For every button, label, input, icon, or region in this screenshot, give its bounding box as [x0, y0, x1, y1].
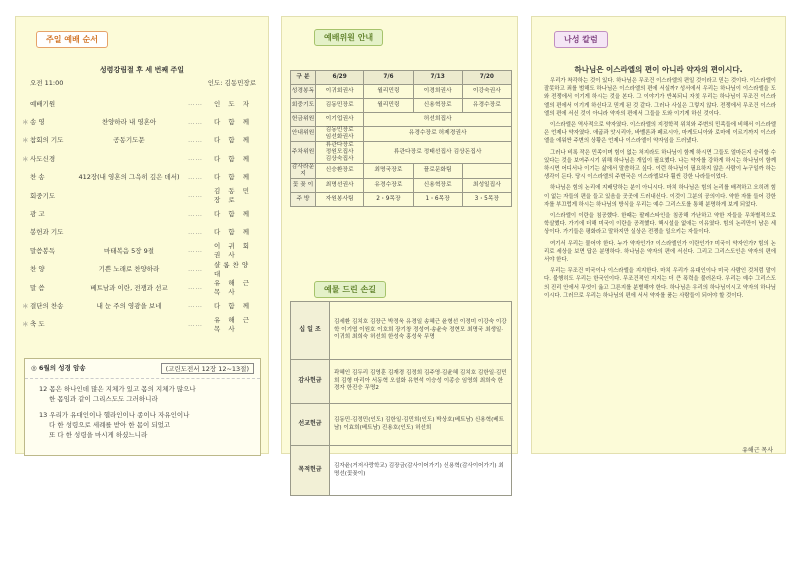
service-cell: 신승환장로: [316, 163, 364, 178]
worship-order-item: [22, 204, 258, 222]
order-content: 내 눈 주의 영광을 보네: [96, 301, 162, 310]
column-paragraph: 우리가 착각하는 것이 있다. 하나님은 무조건 이스라엘의 편일 것이라고 믿는 것이다. 이스라엘이 잘못하고 죄를 범해도 하나님은 이스라엘의 편에 서실까? 성서에서 우리는 하나님이 이스라엘을 도와 전쟁에서 이기게 하시는 것을 본다. 그 이야기가 반복되니 자칫 우리는 하나님이 무조건 이스라엘의 편에서 이기게 하신다고 믿게 된 것 같다. 그러나 사실은 그렇지 않다. 전쟁에서 무조건 이스라엘의 편에 서신 것이 아니라 약자의 편에서 그들을 도와 이기게 하신 것이다.: [544, 78, 776, 117]
column-paragraph: 우리는 무조건 미국이나 이스라엘을 지지한다. 마치 우리가 유대인이나 미국 사람인 것처럼 말이다. 불행히도 우리는 한국인이다. 무조건적인 지지는 더 큰 폭력을 불러온다. 우리는 예수 그리스도의 진리 안에서 무엇이 옳고 그른지를 분별해야 한다. 하나님은 우리의 하나님이시고 약자의 하나님이시다. 그러므로 우리는 하나님의 편에 서서 약자를 품는 사람들이 되어야 할 것이다.: [544, 268, 776, 299]
scripture-reference: (고린도전서 12장 12~13절): [161, 363, 254, 374]
column-paragraph: 이스라엘은 역사적으로 약자였다. 이스라엘의 지정학적 위치와 주변의 민족들에 비해서 이스라엘은 언제나 약자였다. 애굽과 앗시리아, 바벨론과 페르시아, 마케도니아와 로마에 이르기까지 이스라엘을 에워싼 주변의 상황은 언제나 이스라엘이 약자임을 드러냈다.: [544, 122, 776, 145]
worship-order-item: [22, 223, 258, 241]
service-header-cell: 7/6: [364, 71, 413, 85]
offering-tag: 예물 드린 손길: [314, 281, 386, 298]
service-row-label: 주 방: [291, 192, 316, 206]
order-dots: ……: [188, 99, 203, 108]
service-tag: 예배위원 안내: [314, 29, 383, 46]
service-cell: 이강숙권사: [462, 85, 511, 99]
service-row: [291, 85, 512, 99]
order-dots: ……: [188, 227, 203, 236]
order-leader: 유 해 근 목 사: [214, 315, 252, 333]
service-cell: 윌리민링: [364, 99, 413, 113]
order-name: 말씀봉독: [30, 246, 56, 255]
offering-names: 김자윤(거저사랑학교) 김장금(감사이어가기) 신용혁(감사이어가기) 최명선(꽃꽂이): [330, 446, 512, 496]
service-cell: 3・5목장: [462, 192, 511, 206]
offering-names: 김동민·김정민(인도) 김한일·김민희(인도) 박상호(베트남) 신용혁(베트남) 이효희(베트남) 진용호(인도) 허선희: [330, 404, 512, 446]
order-leader: 인 도 자: [214, 99, 252, 108]
offering-row: [291, 302, 512, 360]
order-leader: 이 귀 회 권 사: [214, 242, 252, 260]
order-dots: ……: [188, 117, 203, 126]
order-content: 찬양하라 내 영혼아: [101, 118, 157, 127]
worship-order-item: [22, 296, 258, 314]
service-cell: 1・6목장: [413, 192, 462, 206]
column-panel: [531, 16, 786, 454]
offering-row: [291, 404, 512, 446]
service-header-cell: 6/29: [316, 71, 364, 85]
service-cell: [462, 163, 511, 178]
order-content: 기쁜 노래로 찬양하라: [98, 265, 160, 274]
service-cell: 2・9목장: [364, 192, 413, 206]
service-row: [291, 127, 512, 142]
column-body: [544, 77, 776, 303]
service-panel: [281, 16, 518, 477]
service-cell: 김동민장로: [316, 99, 364, 113]
order-name: 봉헌과 기도: [30, 228, 64, 237]
order-name: 송 영: [30, 118, 45, 127]
worship-order-item: [22, 260, 258, 278]
offering-row: [291, 360, 512, 404]
service-row-label: 주차위원: [291, 141, 316, 163]
order-content: 베트남과 이란, 전쟁과 선교: [90, 283, 168, 292]
order-name: 광 고: [30, 210, 45, 219]
order-dots: ……: [188, 135, 203, 144]
service-row-label: 안내위원: [291, 127, 316, 142]
worship-order-tag: 주일 예배 순서: [36, 31, 108, 48]
order-leader: 다 함 께: [214, 173, 252, 182]
service-cell: 이기업권사: [316, 113, 364, 127]
order-name: 결단의 찬송: [30, 301, 64, 310]
worship-order-item: [22, 168, 258, 186]
order-name: 찬 양: [30, 265, 45, 274]
service-table: [290, 70, 512, 207]
column-paragraph: 하나님은 힘의 논리에 지배당하는 분이 아니시다. 마치 하나님은 힘의 논리를 배격하고 오히려 힘이 없는 자들의 편을 들고 있음을 곳곳에 드러내신다. 이것이 그분의 공의이다. 약한 자를 들어 강한 자를 부끄럽게 하시는 하나님의 방식을 우리는 예수 그리스도를 통해 분명하게 보게 되었다.: [544, 185, 776, 208]
column-author: 유해근 목사: [742, 447, 773, 454]
worship-order-item: [22, 278, 258, 296]
service-cell: 이경희권사: [413, 85, 462, 99]
service-row: [291, 141, 512, 163]
service-cell: 류관다장로 정태선집사 김상돈집사: [364, 141, 512, 163]
offering-table: [290, 301, 512, 496]
column-paragraph: 이스라엘이 이란을 침공했다. 한때는 팔레스타인을 침공해 가난하고 약한 자들을 무차별적으로 학살했다. 가기에 더해 미국이 이란을 공격했다. 핵시설을 없애는 이유였다. 힘의 논리만이 남은 세상이다. 가기들은 평화라고 말하지만 실상은 전쟁을 일으키는 자들이다.: [544, 213, 776, 236]
worship-order-item: [22, 241, 258, 259]
service-row-label: 성경봉독: [291, 85, 316, 99]
order-name: 축 도: [30, 320, 45, 329]
service-cell: 유경수장로 허제경권사: [364, 127, 512, 142]
offering-label: 선교헌금: [291, 404, 330, 446]
worship-order-item: [22, 149, 258, 167]
service-cell: 류관다장로 정원모집사 김상숙집사: [316, 141, 364, 163]
worship-order-item: [22, 112, 258, 130]
service-cell: 신용혁장로: [413, 178, 462, 192]
order-content: 공동기도문: [113, 136, 145, 145]
service-cell: 최명선권사: [316, 178, 364, 192]
order-dots: ……: [188, 191, 203, 200]
worship-title: 성령강림절 후 세 번째 주일: [99, 66, 185, 74]
order-dots: ……: [188, 264, 203, 273]
service-header-cell: 구 분: [291, 71, 316, 85]
order-dots: ……: [188, 301, 203, 310]
order-leader: 다 함 께: [214, 136, 252, 145]
service-row-label: 회중기도: [291, 99, 316, 113]
service-cell: 유경수장로: [462, 99, 511, 113]
order-leader: 다 함 께: [214, 301, 252, 310]
order-leader: 김 동 민 장 로: [214, 187, 252, 205]
service-cell: 허선희집사: [364, 113, 512, 127]
scripture-header: [25, 359, 260, 379]
order-star: ＊: [22, 320, 29, 329]
service-row: [291, 99, 512, 113]
order-content: 마태복음 5장 9절: [103, 246, 155, 255]
order-dots: ……: [188, 319, 203, 328]
worship-order-item: [22, 131, 258, 149]
offering-label: 감사헌금: [291, 360, 330, 404]
service-cell: 이귀회권사: [316, 85, 364, 99]
scripture-body: [25, 379, 260, 445]
offering-label: 목적헌금: [291, 446, 330, 496]
column-paragraph: 여기서 우리는 물어야 한다. 누가 약자인가? 이스라엘인가 이란인가? 미국이 약자인가? 힘의 논리로 세상을 보면 답은 분명하다. 하나님은 약자의 편에 서신다. 그리고 그리스도인은 약자의 편에 서야 한다.: [544, 240, 776, 264]
order-dots: ……: [188, 246, 203, 255]
order-leader: 다 함 께: [214, 210, 252, 219]
service-header-cell: 7/20: [462, 71, 511, 85]
order-name: 참회의 기도: [30, 136, 64, 145]
service-cell: 신용혁장로: [413, 99, 462, 113]
order-content: 412장(내 영혼의 그윽히 깊은 데서): [78, 173, 180, 182]
service-row-label: 감사라운지: [291, 163, 315, 177]
order-dots: ……: [188, 154, 203, 163]
service-cell: 자원봉사팀: [316, 192, 364, 206]
worship-leader: 인도: 김동민장로: [207, 79, 256, 87]
order-dots: ……: [188, 172, 203, 181]
service-cell: 최명국장로: [364, 163, 413, 178]
order-dots: ……: [188, 283, 203, 292]
worship-order-item: [22, 315, 258, 333]
order-name: 회중기도: [30, 191, 56, 200]
service-row: [291, 113, 512, 127]
offering-names: 곽혜인 김두리 김영훈 김재경 김정희 김주영·김윤혜 김치호 김한일·김민희 김형 마리아 서동혁 오설화 유현석 이승성 이종승 임영희 최희숙 한경자 한진승 무명2: [330, 360, 512, 404]
worship-time-row: [30, 78, 256, 87]
order-leader: 샬롬찬양대: [214, 260, 252, 278]
order-name: 예배기원: [30, 99, 56, 108]
service-cell: 유경수장로: [364, 178, 413, 192]
order-name: 사도신경: [30, 154, 56, 163]
order-dots: ……: [188, 209, 203, 218]
order-name: 말 씀: [30, 283, 45, 292]
worship-order-item: [22, 186, 258, 204]
order-star: ＊: [22, 136, 29, 145]
order-star: ＊: [22, 154, 29, 163]
column-tag: 나성 칼럼: [554, 31, 608, 48]
column-paragraph: 그러나 비록 작은 민족이며 힘이 없는 처지라도 하나님이 함께 하시면 그들도 얼마든지 승리할 수 있다는 것을 보여주시기 위해 하나님은 개입이 필요했다. 나는 약자를 강하게 하시는 하나님이 함께 하시면 어디서나 이기는 삶에서 말씀하고 싶다. 이런 하나님이 필요하지 않은 사람이 누구일까 하는 생각이 든다. 당시 이스라엘의 주변국은 이스라엘보다 훨씬 강한 나라들이었다.: [544, 149, 776, 181]
offering-row: [291, 446, 512, 496]
service-row: [291, 178, 512, 192]
worship-order-item: [22, 94, 258, 112]
worship-order-panel: [15, 16, 269, 454]
offering-label: 십 일 조: [291, 302, 330, 360]
service-row: [291, 163, 512, 178]
scripture-title: ◎ 6월의 성경 암송: [31, 364, 86, 372]
service-cell: 플로문화팀: [413, 163, 462, 178]
scripture-line: 다 한 성령으로 세례를 받아 한 몸이 되었고: [49, 421, 171, 430]
worship-time: 오전 11:00: [30, 79, 64, 87]
order-leader: 다 함 께: [214, 228, 252, 237]
service-cell: 김동민장로 임선화권사: [316, 127, 364, 142]
service-header-row: [291, 71, 512, 85]
scripture-line: 12 몸은 하나인데 많은 지체가 있고 몸의 지체가 많으나: [39, 385, 196, 393]
order-star: ＊: [22, 301, 29, 310]
order-leader: 다 함 께: [214, 154, 252, 163]
worship-order-list: [22, 94, 258, 333]
service-row-label: 헌금위원: [291, 113, 316, 127]
scripture-memorization-box: [24, 358, 261, 456]
offering-names: 김세환 김치호 김장근 박정욱 유경일 송혜근 윤형선 이정미 이강숙 이강학 이기엽 이원호 이호희 장기창 정성여·송윤숙 정현모 최명국 최생일·이귀희 최희숙 허선희 한성숙 홍성욱 무명: [330, 302, 512, 360]
order-leader: 유 해 근 목 사: [214, 279, 252, 297]
scripture-line: 또 다 한 성령을 마시게 하셨느니라: [49, 431, 148, 440]
service-row: [291, 192, 512, 206]
scripture-line: 한 몸임과 같이 그리스도도 그러하니라: [49, 395, 158, 404]
order-leader: 다 함 께: [214, 118, 252, 127]
service-cell: 최성일집사: [462, 178, 511, 192]
service-row-label: 꽃 꽂 이: [291, 178, 316, 192]
service-cell: 윌리민링: [364, 85, 413, 99]
column-title: 하나님은 이스라엘의 편이 아니라 약자의 편이시다.: [574, 65, 743, 74]
order-star: ＊: [22, 118, 29, 127]
service-header-cell: 7/13: [413, 71, 462, 85]
scripture-line: 13 우리가 유대인이나 헬라인이나 종이나 자유인이나: [39, 411, 190, 420]
order-name: 찬 송: [30, 173, 45, 182]
